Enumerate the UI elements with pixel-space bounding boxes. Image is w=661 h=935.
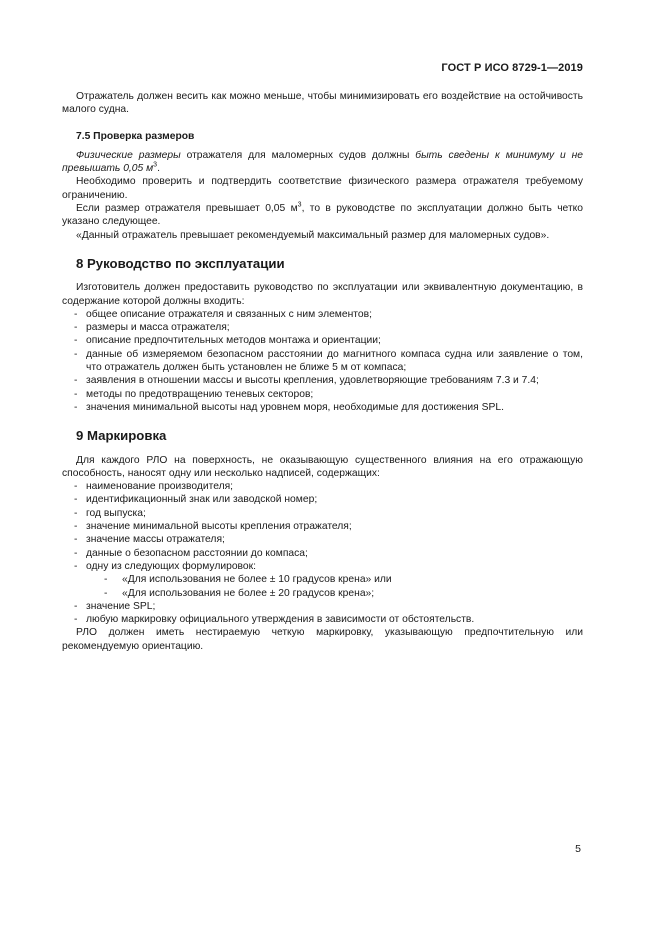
page-number: 5: [575, 843, 581, 855]
list-item: - значение SPL;: [62, 600, 583, 613]
term-physical-size: Физические размеры: [76, 149, 181, 161]
list-item: - наименование производителя;: [62, 480, 583, 493]
section-7-5-paragraph-2: Необходимо проверить и подтвердить соответствие физического размера отражателя требуемому ограничению.: [62, 176, 583, 201]
intro-paragraph: Отражатель должен весить как можно меньше, чтобы минимизировать его воздействие на остойчивость малого судна.: [62, 91, 583, 116]
list-item: - данные о безопасном расстоянии до компаса;: [62, 547, 583, 560]
section-9-intro: Для каждого РЛО на поверхность, не оказывающую существенного влияния на его отражающую способность, наносят одну или несколько надписей, содержащих:: [62, 454, 583, 479]
section-9-sublist: [62, 573, 583, 600]
section-9-title: 9 Маркировка: [76, 428, 167, 444]
section-8-title: 8 Руководство по эксплуатации: [76, 255, 285, 271]
list-item: - данные об измеряемом безопасном расстоянии до магнитного компаса судна или заявление о том, что отражатель должен быть установлен не ближе 5 м от компаса;: [62, 348, 583, 375]
section-7-5-title: 7.5 Проверка размеров: [76, 130, 195, 142]
list-item: - любую маркировку официального утверждения в зависимости от обстоятельств.: [62, 613, 583, 626]
list-item: - идентификационный знак или заводской номер;: [62, 493, 583, 506]
section-7-5-paragraph-4: «Данный отражатель превышает рекомендуемый максимальный размер для маломерных судов».: [76, 229, 550, 241]
sublist-item: - «Для использования не более ± 10 градусов крена» или: [62, 573, 583, 586]
list-item: - значение массы отражателя;: [62, 533, 583, 546]
p3-text-a: Если размер отражателя превышает 0,05 м: [76, 203, 298, 215]
p1-superscript: 3: [153, 161, 158, 169]
list-item: - значения минимальной высоты над уровнем моря, необходимые для достижения SPL.: [62, 401, 583, 414]
section-8-intro: Изготовитель должен предоставить руководство по эксплуатации или эквивалентную документацию, в содержание которой должны входить:: [62, 282, 583, 307]
list-item: - методы по предотвращению теневых секторов;: [62, 388, 583, 401]
section-9-list: [62, 480, 583, 573]
document-code: ГОСТ Р ИСО 8729-1—2019: [441, 62, 583, 74]
term-minimize: быть сведены к минимуму и не превышать 0,05 м: [62, 149, 583, 175]
p1-text-a: отражателя для маломерных судов должны: [180, 149, 416, 161]
sublist-item: - «Для использования не более ± 20 градусов крена»;: [62, 587, 583, 600]
list-item: - значение минимальной высоты крепления отражателя;: [62, 520, 583, 533]
p3-superscript: 3: [297, 201, 302, 209]
page-content: [62, 90, 583, 653]
p1-text-b: .: [157, 163, 160, 175]
list-item: - описание предпочтительных методов монтажа и ориентации;: [62, 334, 583, 347]
section-7-5-paragraph-3: [62, 202, 583, 229]
p3-text-b: , то в руководстве по эксплуатации должно быть четко указано следующее.: [62, 203, 584, 228]
list-item: - размеры и масса отражателя;: [62, 321, 583, 334]
list-item: - год выпуска;: [62, 507, 583, 520]
section-8-list: [62, 308, 583, 414]
section-7-5-paragraph-1: [62, 149, 583, 176]
section-9-list-continued: [62, 600, 583, 627]
section-9-closing: РЛО должен иметь нестираемую четкую маркировку, указывающую предпочтительную или рекомендуемую ориентацию.: [62, 627, 583, 652]
list-item: - заявления в отношении массы и высоты крепления, удовлетворяющие требованиям 7.3 и 7.4;: [62, 374, 583, 387]
list-item: - общее описание отражателя и связанных с ним элементов;: [62, 308, 583, 321]
list-item: - одну из следующих формулировок:: [62, 560, 583, 573]
